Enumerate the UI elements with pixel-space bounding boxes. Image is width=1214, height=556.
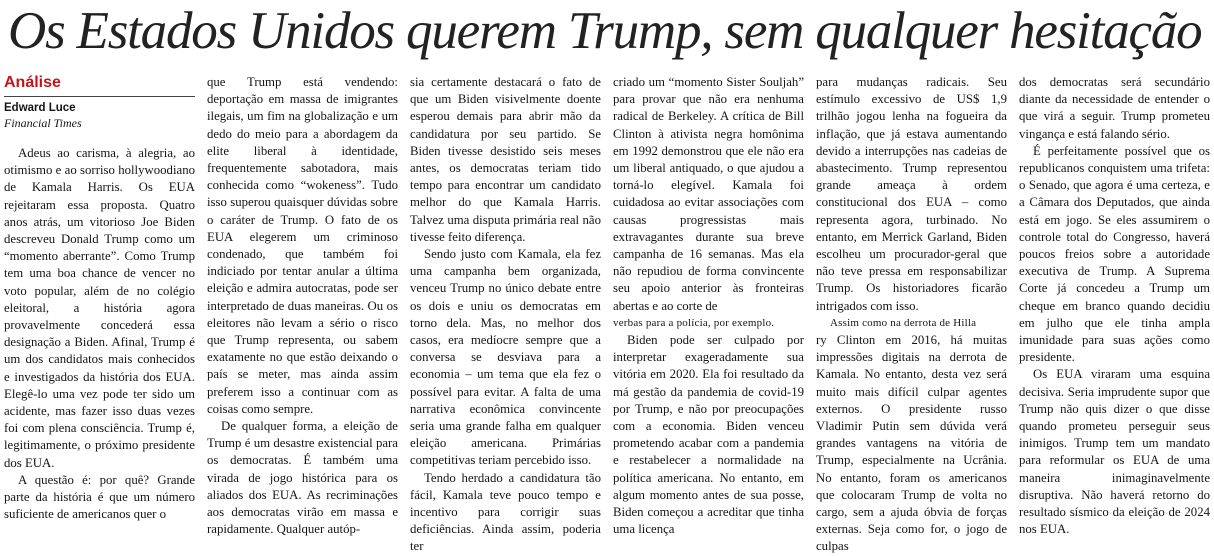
- headline: Os Estados Unidos querem Trump, sem qualquer hesitação: [8, 2, 1202, 60]
- column-body: [1019, 74, 1210, 538]
- article-columns: [4, 74, 1210, 554]
- column-body: [207, 74, 398, 538]
- section-label: Análise: [4, 74, 61, 91]
- article-paragraph: Sendo justo com Kamala, ela fez uma campanha bem organizada, venceu Trump no único debate entre os dois e uniu os democratas em torno dela. Mas, no melhor dos casos, era medíocre sempre que a conversa se desviava para a economia – um tema que ela fez o possível para evitar. A falta de uma narrativa econômica convincente seria uma grande falha em qualquer eleição americana. Primárias competitivas teriam percebido isso.: [410, 247, 601, 468]
- byline-divider: [4, 96, 195, 97]
- article-paragraph: É perfeitamente possível que os republicanos conquistem uma trifeta: o Senado, que agora é uma certeza, e a Câmara dos Deputados, que ainda está em jogo. Se eles assumirem o controle total do Congresso, haverá poucos freios sobre a autoridade executiva de Trump. A Suprema Corte já concedeu a Trump um cheque em branco quando decidiu em julho que ele tinha ampla imunidade para suas ações como presidente.: [1019, 143, 1210, 365]
- article-paragraph: De qualquer forma, a eleição de Trump é um desastre existencial para os democratas. É também uma virada de jogo histórica para os aliados dos EUA. As recriminações aos democratas virão em massa e rapidamente. Qualquer autóp-: [207, 419, 398, 537]
- article-paragraph: que Trump está vendendo: deportação em massa de imigrantes ilegais, um fim na globalização e um dedo do meio para a abordagem da elite liberal à identidade, frequentemente sabotadora, mais conhecida como “wokeness”. Tudo isso superou quaisquer dúvidas sobre o caráter de Trump. O fato de os EUA elegerem um criminoso condenado, que também foi indiciado por tentar anular a última eleição e admira autocratas, pode ser interpretado de duas maneiras. Ou os eleitores não levam a sério o risco que Trump representa, ou sabem exatamente no que estão deixando o país se meter, mas ainda assim preferem isso a continuar com as coisas como sempre.: [207, 75, 398, 416]
- column-body: [816, 74, 1007, 556]
- column-1: [4, 74, 195, 522]
- article-paragraph: Adeus ao carisma, à alegria, ao otimismo e ao sorriso hollywoodiano de Kamala Harris. Os EUA rejeitaram essa proposta. Quatro anos atrás, um vitorioso Joe Biden descreveu Donald Trump como um “momento aberrante”. Como Trump tem uma boa chance de vencer no voto popular, além de no colégio eleitoral, a história agora provavelmente concederá essa designação a Biden. Afinal, Trump é um dos candidatos mais conhecidos e investigados da história dos EUA. Elegê-lo uma vez pode ter sido um acidente, mas fazer isso duas vezes foi com plena consciência. Trump é, legitimamente, o próximo presidente dos EUA.: [4, 146, 195, 470]
- article-paragraph: para mudanças radicais. Seu estímulo excessivo de US$ 1,9 trilhão jogou lenha na fogueira da inflação, que já estava aumentando devido a interrupções nas cadeias de abastecimento. Trump representou grande ameaça à ordem constitucional dos EUA – como representa agora, turbinado. No entanto, em Merrick Garland, Biden escolheu um procurador-geral que não teve pressa em responsabilizar Trump. Os historiadores ficarão intrigados com isso.: [816, 75, 1007, 313]
- article-paragraph: Os EUA viraram uma esquina decisiva. Seria imprudente supor que Trump não quis dizer o que disse quando prometeu perseguir seus inimigos. Trump tem um mandato para reformular os EUA de uma maneira inimaginavelmente disruptiva. Não haverá retorno do resultado sísmico da eleição de 2024 nos EUA.: [1019, 367, 1210, 537]
- column-body: [410, 74, 601, 556]
- article-paragraph: verbas para a polícia, por exemplo.: [613, 316, 775, 329]
- article-paragraph: Tendo herdado a candidatura tão fácil, Kamala teve pouco tempo e incentivo para corrigir suas deficiências. Ainda assim, poderia ter: [410, 470, 601, 554]
- column-6: [1019, 74, 1210, 537]
- author-name: Edward Luce: [4, 102, 76, 114]
- column-5: [816, 74, 1007, 554]
- column-4: [613, 74, 804, 537]
- column-2: [207, 74, 398, 537]
- article-paragraph: dos democratas será secundário diante da necessidade de entender o que virá a seguir. Trump prometeu vingança e está falando sério.: [1019, 75, 1210, 141]
- article-paragraph: criado um “momento Sister Souljah” para provar que não era nenhuma radical de Berkeley. A crítica de Bill Clinton à ativista negra homônima em 1992 demonstrou que ele não era um liberal antiquado, o que ajudou a torná-lo elegível. Kamala foi cuidadosa ao evitar associações com causas progressistas mais extravagantes durante sua breve campanha de 16 semanas. Mas ela não repudiou de forma convincente seu apoio anterior às fronteiras abertas e ao corte de: [613, 75, 804, 313]
- article-paragraph: ry Clinton em 2016, há muitas impressões digitais na derrota de Kamala. No entanto, desta vez será muito mais difícil culpar agentes externos. O presidente russo Vladimir Putin sem dúvida verá grandes vantagens na vitória de Trump, especialmente na Ucrânia. No entanto, foram os americanos que colocaram Trump de volta no cargo, sem a ajuda óbvia de forças externas. Seja como for, o jogo de culpas: [816, 333, 1007, 554]
- article-paragraph: sia certamente destacará o fato de que um Biden visivelmente doente esperou demais para abrir mão da candidatura por seu partido. Se Biden tivesse desistido seis meses antes, os democratas teriam tido tempo para encontrar um candidato melhor do que Kamala Harris. Talvez uma disputa primária real não tivesse feito diferença.: [410, 75, 601, 244]
- column-body: [613, 74, 804, 538]
- column-body: [4, 145, 195, 523]
- column-3: [410, 74, 601, 554]
- article-paragraph: Biden pode ser culpado por interpretar exageradamente sua vitória em 2020. Ela foi resultado da má gestão da pandemia de covid-19 por Trump, e não por preocupações com a economia. Biden venceu prometendo acabar com a pandemia e restabelecer a normalidade na política americana. No entanto, em algum momento antes de sua posse, Biden começou a acreditar que tinha uma licença: [613, 333, 804, 537]
- author-source: Financial Times: [4, 116, 82, 130]
- article-paragraph: A questão é: por quê? Grande parte da história é que um número suficiente de americanos quer o: [4, 472, 195, 522]
- article-paragraph: Assim como na derrota de Hilla: [830, 316, 977, 329]
